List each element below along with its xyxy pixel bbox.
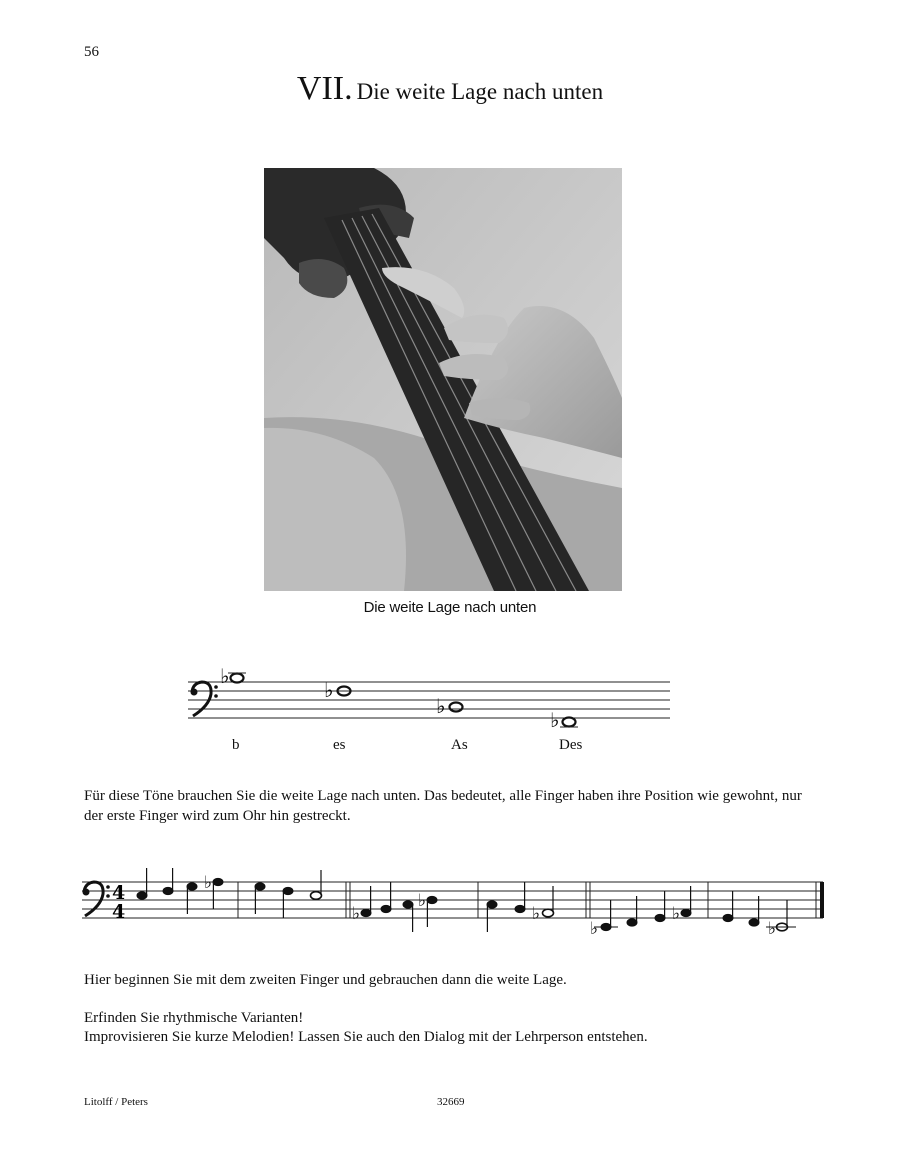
svg-text:4: 4 [112,901,126,923]
task-line-2: Improvisieren Sie kurze Melodien! Lassen Sie auch den Dialog mit der Lehrperson entstehen. [84,1029,648,1045]
svg-text:♭: ♭ [436,694,446,718]
exercise-notes-m2 [255,870,322,918]
svg-text:4: 4 [112,882,126,904]
svg-text:♭: ♭ [220,664,230,688]
svg-text:♭: ♭ [352,904,361,924]
exercise-notes-m5 [590,886,691,939]
bass-clef-icon [191,682,218,716]
note-a-flat [436,694,463,718]
note-label-es: es [333,737,346,753]
svg-text:♭: ♭ [672,904,681,924]
svg-text:♭: ♭ [204,873,213,893]
svg-text:♭: ♭ [418,891,427,911]
bass-clef-icon [83,882,110,916]
photo-caption: Die weite Lage nach unten [363,599,537,616]
svg-text:♭: ♭ [550,708,560,732]
scale-staff [180,650,680,735]
note-d-flat [550,708,578,732]
svg-text:♭: ♭ [590,919,599,939]
chapter-title [0,70,900,108]
page-number: 56 [84,44,99,60]
svg-text:♭: ♭ [532,904,541,924]
exercise-notes-m4 [487,882,554,932]
svg-text:♭: ♭ [324,678,334,702]
instruction-paragraph: Hier beginnen Sie mit dem zweiten Finger und gebrauchen dann die weite Lage. [84,972,567,988]
footer-publisher: Litolff / Peters [84,1096,148,1108]
chapter-roman-numeral: VII. [296,70,353,107]
note-label-as: As [451,737,468,753]
chapter-heading: Die weite Lage nach unten [356,79,604,104]
exercise-notes-m3 [352,882,437,932]
exercise-notes-m6 [723,891,796,939]
footer-edition-number: 32669 [437,1096,465,1108]
task-line-1: Erfinden Sie rhythmische Varianten! [84,1010,304,1026]
svg-text:♭: ♭ [768,919,777,939]
exercise-staff [78,868,828,948]
explanation-paragraph: Für diese Töne brauchen Sie die weite Lage nach unten. Das bedeutet, alle Finger haben ihre Position wie gewohnt, nur der erste Finger wird zum Ohr hin gestreckt. [84,788,802,824]
staff-lines [188,682,670,718]
note-label-des: Des [559,737,583,753]
note-b-flat [220,664,246,688]
time-signature [112,882,125,923]
double-bass-hand-photo [264,168,622,591]
note-label-b: b [232,737,240,753]
